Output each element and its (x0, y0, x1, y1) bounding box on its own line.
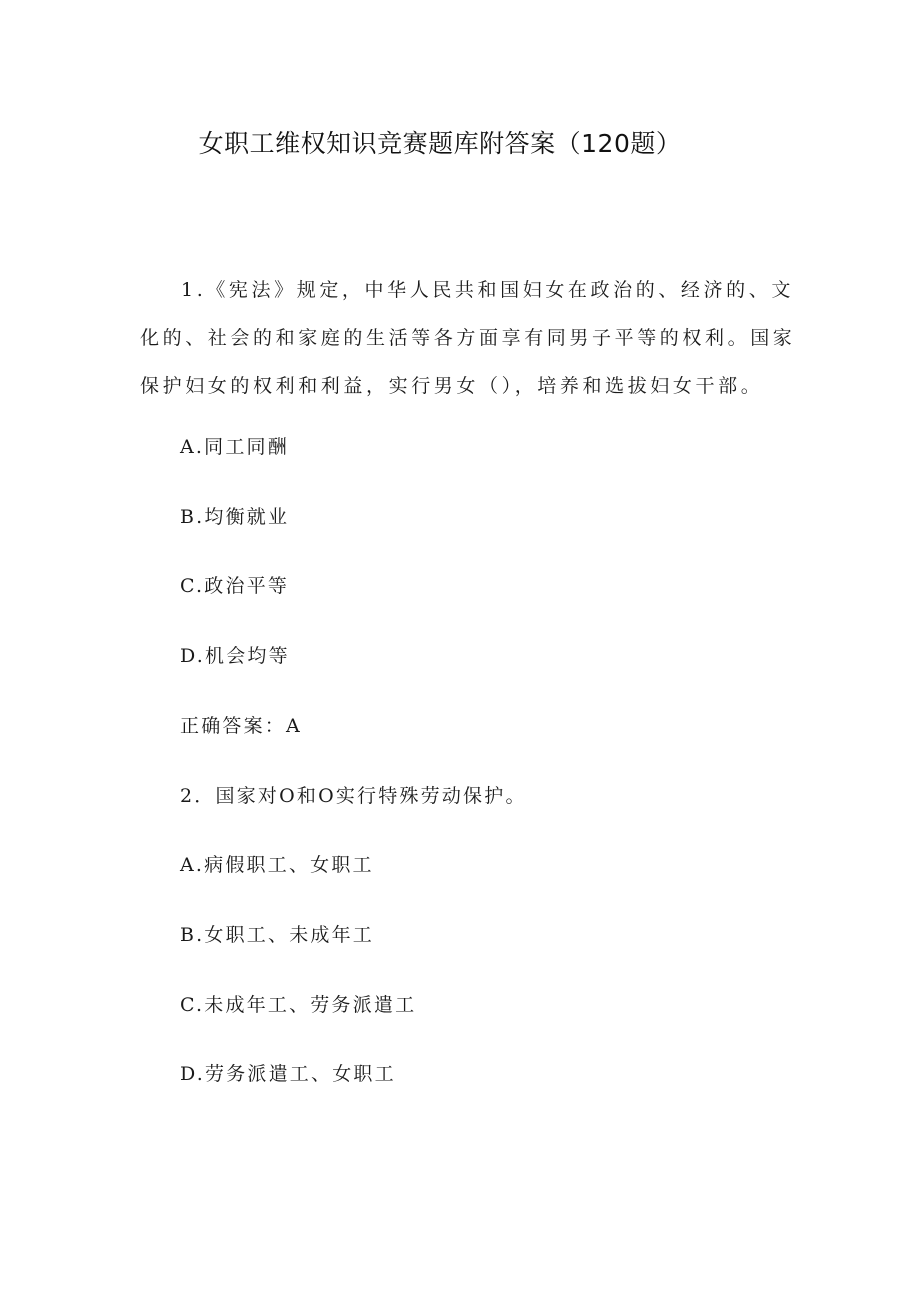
question-2-stem: 2．国家对O和O实行特殊劳动保护。 (180, 785, 527, 807)
question-1-stem: 1.《宪法》规定，中华人民共和国妇女在政治的、经济的、文化的、社会的和家庭的生活等各方面享有同男子平等的权利。国家保护妇女的权利和利益，实行男女（），培养和选拔妇女干部。 (140, 279, 796, 397)
question-1-answer: 正确答案：A (180, 715, 302, 737)
question-2-option-c: C.未成年工、劳务派遣工 (180, 994, 417, 1016)
question-1-option-a: A.同工同酬 (180, 436, 289, 458)
question-1-option-d: D.机会均等 (180, 645, 290, 667)
document-title: 女职工维权知识竞赛题库附答案（120题） (198, 129, 682, 158)
question-2-option-a: A.病假职工、女职工 (180, 854, 374, 876)
question-2-option-d: D.劳务派遣工、女职工 (180, 1063, 396, 1085)
question-1-option-c: C.政治平等 (180, 575, 290, 597)
question-2-option-b: B.女职工、未成年工 (180, 924, 375, 946)
question-1-option-b: B.均衡就业 (180, 506, 290, 528)
